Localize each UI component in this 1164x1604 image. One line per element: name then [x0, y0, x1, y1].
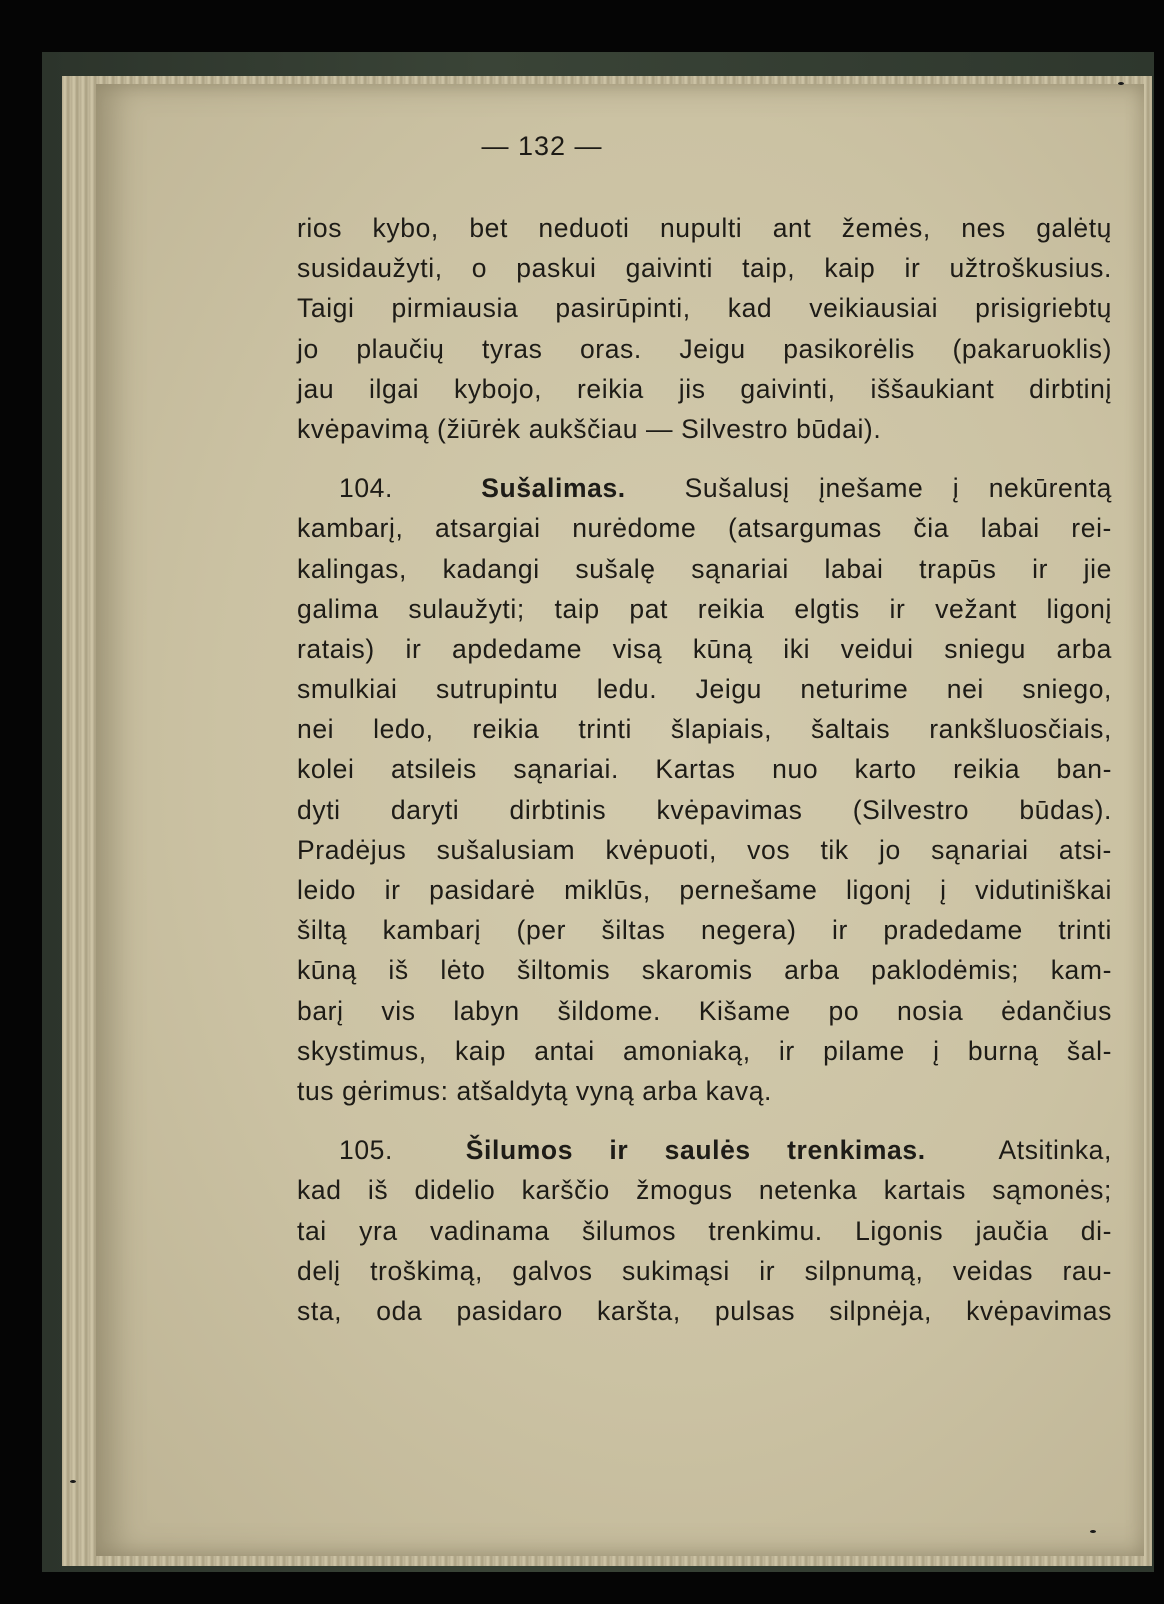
section-number: 105. — [339, 1135, 393, 1166]
text-line: skystimus, kaip antai amoniaką, ir pilame į burną šal- — [297, 1035, 1112, 1066]
text-line: susidaužyti, o paskui gaivinti taip, kaip ir užtroškusius. — [297, 253, 1112, 284]
section-first-line — [297, 468, 1112, 508]
text-line: smulkiai sutrupintu ledu. Jeigu neturime nei sniego, — [297, 674, 1112, 705]
paper-speck — [1118, 82, 1124, 85]
text-line: barį vis labyn šildome. Kišame po nosia ėdančius — [297, 995, 1112, 1026]
section-heading: Šilumos ir saulės trenkimas. — [465, 1135, 926, 1166]
text-line: tai yra vadinama šilumos trenkimu. Ligonis jaučia di- — [297, 1215, 1112, 1246]
text-line: kad iš didelio karščio žmogus netenka kartais sąmonės; — [297, 1175, 1112, 1206]
paper-speck — [70, 1480, 76, 1483]
text-line: delį troškimą, galvos sukimąsi ir silpnumą, veidas rau- — [297, 1255, 1112, 1286]
text-line: kvėpavimą (žiūrėk aukščiau — Silvestro būdai). — [297, 413, 882, 444]
section-number: 104. — [339, 473, 393, 504]
text-line: jau ilgai kybojo, reikia jis gaivinti, iššaukiant dirbtinį — [297, 373, 1112, 404]
intro-paragraph — [297, 208, 1112, 449]
text-line: kūną iš lėto šiltomis skaromis arba paklodėmis; kam- — [297, 955, 1112, 986]
section-104 — [297, 468, 1112, 1111]
page-number-text: — 132 — — [481, 131, 603, 161]
paper-speck — [1090, 1530, 1096, 1533]
section-heading: Sušalimas. — [481, 473, 626, 504]
text-line: galima sulaužyti; taip pat reikia elgtis ir vežant ligonį — [297, 593, 1112, 624]
text-line: sta, oda pasidaro karšta, pulsas silpnėja, kvėpavimas — [297, 1295, 1112, 1326]
text-line: jo plaučių tyras oras. Jeigu pasikorėlis (pakaruoklis) — [297, 333, 1112, 364]
section-first-line — [297, 1130, 1112, 1170]
text-line-rest: Sušalusį įnešame į nekūrentą — [684, 473, 1112, 504]
text-line: rios kybo, bet neduoti nupulti ant žemės, nes galėtų — [297, 213, 1112, 243]
text-line: Pradėjus sušalusiam kvėpuoti, vos tik jo sąnariai atsi- — [297, 834, 1112, 865]
text-line: tus gėrimus: atšaldytą vyną arba kavą. — [297, 1075, 772, 1106]
text-line: kambarį, atsargiai nurėdome (atsargumas čia labai rei- — [297, 513, 1112, 544]
text-line: nei ledo, reikia trinti šlapiais, šaltais rankšluosčiais, — [297, 714, 1112, 745]
text-line: kolei atsileis sąnariai. Kartas nuo karto reikia ban- — [297, 754, 1112, 785]
text-line-rest: Atsitinka, — [998, 1135, 1112, 1166]
body-text — [297, 208, 1112, 1331]
section-105 — [297, 1130, 1112, 1331]
text-line: ratais) ir apdedame visą kūną iki veidui sniegu arba — [297, 633, 1112, 664]
text-line: Taigi pirmiausia pasirūpinti, kad veikiausiai prisigriebtų — [297, 293, 1112, 324]
text-line: šiltą kambarį (per šiltas negera) ir pradedame trinti — [297, 915, 1112, 946]
text-line: dyti daryti dirbtinis kvėpavimas (Silvestro būdas). — [297, 794, 1112, 825]
text-line: kalingas, kadangi sušalę sąnariai labai trapūs ir jie — [297, 553, 1112, 584]
page-number — [0, 131, 1164, 162]
text-line: leido ir pasidarė miklūs, pernešame ligonį į vidutiniškai — [297, 875, 1112, 905]
